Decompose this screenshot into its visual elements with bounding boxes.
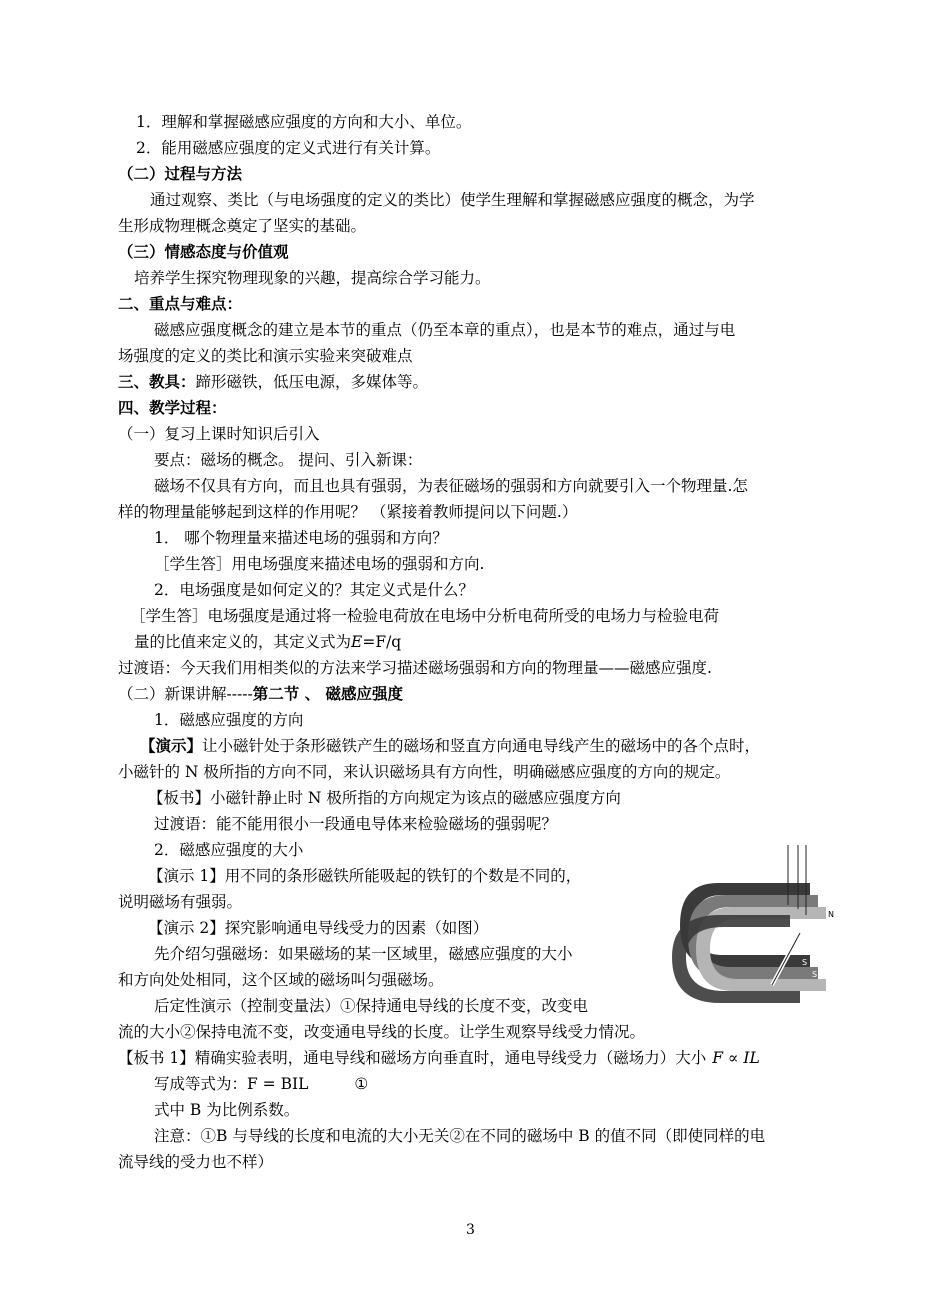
question-2: 2．电场强度是如何定义的？其定义式是什么？ (154, 581, 474, 599)
demo-tag: 【演示】 (140, 736, 203, 755)
pole-label-s3: S (802, 994, 808, 1003)
formula-var-e: E (351, 633, 363, 651)
topic-direction: 1．磁感应强度的方向 (154, 711, 304, 729)
objective-1: 1．理解和掌握磁感应强度的方向和大小、单位。 (136, 113, 472, 131)
paragraph: 通过观察、类比（与电场强度的定义的类比）使学生理解和掌握磁感应强度的概念，为学 (150, 191, 755, 209)
demo-2: 【演示 2】探究影响通电导线受力的因素（如图） (148, 919, 489, 937)
paragraph: 说明磁场有强弱。 (118, 893, 243, 911)
paragraph: 先介绍匀强磁场：如果磁场的某一区域里，磁感应强度的大小 (154, 945, 573, 963)
answer-2-cont: 量的比值来定义的，其定义式为E=F/q (134, 633, 402, 651)
demo-paragraph: 【演示】让小磁针处于条形磁铁产生的磁场和竖直方向通电导线产生的磁场中的各个点时， (140, 736, 761, 755)
paragraph: 培养学生探究物理现象的兴趣，提高综合学习能力。 (134, 269, 491, 287)
board-note: 【板书】小磁针静止时 N 极所指的方向规定为该点的磁感应强度方向 (148, 789, 621, 807)
paragraph: 要点：磁场的概念。 提问、引入新课： (154, 451, 423, 469)
section-heading-process-steps: 四、教学过程： (118, 398, 227, 417)
paragraph: 小磁针的 N 极所指的方向不同，来认识磁场具有方向性，明确磁感应强度的方向的规定。 (118, 763, 731, 781)
paragraph: 和方向处处相同，这个区域的磁场叫匀强磁场。 (118, 971, 444, 989)
equation-line (154, 1074, 368, 1094)
equation: 写成等式为：F = BIL (154, 1075, 309, 1093)
paragraph: 生形成物理概念奠定了坚实的基础。 (118, 217, 367, 235)
section-heading-process: （二）过程与方法 (118, 164, 243, 183)
paragraph: 样的物理量能够起到这样的作用呢？ （紧接着教师提问以下问题.） (118, 503, 578, 521)
demo-1: 【演示 1】用不同的条形磁铁所能吸起的铁钉的个数是不同的， (148, 867, 582, 885)
section-heading-emotion: （三）情感态度与价值观 (118, 242, 289, 261)
note-paragraph: 注意：①B 与导线的长度和电流的大小无关②在不同的磁场中 B 的值不同（即使同样的电 (154, 1127, 766, 1145)
paragraph: 磁感应强度概念的建立是本节的重点（仍至本章的重点），也是本节的难点，通过与电 (154, 321, 736, 339)
answer-1: ［学生答］用电场强度来描述电场的强弱和方向. (154, 555, 485, 573)
paragraph: 磁场不仅具有方向，而且也具有强弱，为表征磁场的强弱和方向就要引入一个物理量.怎 (154, 477, 748, 495)
topic-magnitude: 2．磁感应强度的大小 (154, 841, 304, 859)
horseshoe-magnet-figure (660, 845, 850, 1020)
board-note-1: 【板书 1】精确实验表明，通电导线和磁场方向垂直时，通电导线受力（磁场力）大小 F ∝ IL (118, 1049, 760, 1067)
paragraph: 流导线的受力也不样） (118, 1153, 274, 1171)
objective-2: 2．能用磁感应强度的定义式进行有关计算。 (136, 139, 441, 157)
subsection-new-lesson: （二）新课讲解-----第二节 、 磁感应强度 (118, 684, 403, 703)
answer-2: ［学生答］电场强度是通过将一检验电荷放在电场中分析电荷所受的电场力与检验电荷 (130, 607, 720, 625)
paragraph: 后定性演示（控制变量法）①保持通电导线的长度不变，改变电 (154, 997, 589, 1015)
pole-label-n3: N (828, 910, 834, 919)
pole-label-n1: N (812, 886, 818, 895)
paragraph: 场强度的定义的类比和演示实验来突破难点 (118, 347, 413, 365)
question-1: 1． 哪个物理量来描述电场的强弱和方向？ (154, 529, 448, 547)
teaching-aids: 三、教具：蹄形磁铁，低压电源，多媒体等。 (118, 372, 429, 391)
lesson-title: 第二节 、 磁感应强度 (252, 684, 403, 703)
pole-label-s1: S (802, 958, 808, 967)
paragraph: 式中 B 为比例系数。 (154, 1101, 300, 1119)
equation-number: ① (354, 1075, 369, 1093)
page-number: 3 (466, 1222, 475, 1238)
paragraph: 流的大小②保持电流不变，改变通电导线的长度。让学生观察导线受力情况。 (118, 1023, 646, 1041)
pole-label-n2: N (820, 898, 826, 907)
section-heading-key-points: 二、重点与难点： (118, 294, 243, 313)
section-heading-aids: 三、教具： (118, 372, 196, 391)
proportion-formula: F ∝ IL (712, 1049, 760, 1067)
subsection-review: （一）复习上课时知识后引入 (118, 425, 320, 443)
pole-label-s2: S (812, 970, 818, 979)
transition-text: 过渡语：能不能用很小一段通电导体来检验磁场的强弱呢？ (154, 815, 558, 833)
transition-text: 过渡语：今天我们用相类似的方法来学习描述磁场强弱和方向的物理量——磁感应强度. (118, 659, 712, 677)
